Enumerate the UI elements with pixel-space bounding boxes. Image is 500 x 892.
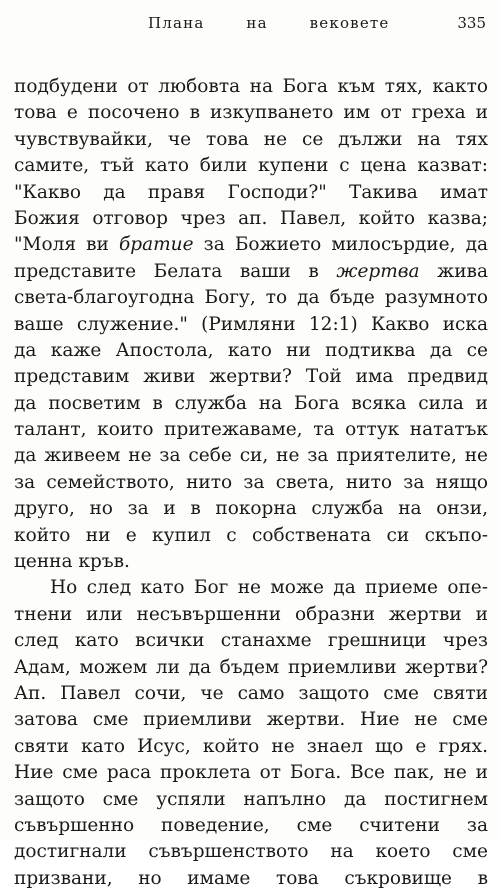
text-line [14, 127, 488, 153]
text-line [14, 443, 488, 469]
text-run: ваше служение." (Римляни 12:1) Какво иска [14, 313, 488, 335]
emphasized-word: братие [118, 234, 194, 256]
text-run: самите, тъй като били купени с цена казват: [14, 155, 488, 177]
text-run: чувствувайки, че това не се дължи на тях [14, 128, 488, 150]
text-line [14, 153, 488, 179]
text-run: Но след като Бог не може да приеме опе- [50, 577, 488, 599]
text-line [14, 787, 488, 813]
text-line [14, 391, 488, 417]
running-title: Плана на вековете [148, 14, 390, 32]
text-line [14, 707, 488, 733]
text-run: който ни е купил с собствената си скъпо- [14, 524, 488, 546]
text-run: защото сме успяли напълно да постигнем [14, 788, 488, 810]
text-line [14, 839, 488, 865]
text-line [14, 470, 488, 496]
text-run: за Божието милосърдие, да [193, 234, 488, 256]
emphasized-word: жертва [336, 260, 420, 282]
text-run: Божия отговор чрез ап. Павел, който казва; [14, 207, 488, 229]
text-line [14, 259, 488, 285]
text-run: след като всички станахме грешници чрез [14, 630, 488, 652]
text-run: подбудени от любовта на Бога към тях, както [14, 76, 488, 97]
text-run: представите Белата ваши в [14, 260, 337, 282]
body-text [14, 74, 488, 892]
text-run: затова сме приемливи жертви. Ние не сме [14, 709, 488, 731]
text-line [14, 74, 488, 100]
text-line [14, 496, 488, 522]
text-line [14, 866, 488, 892]
text-line [14, 232, 488, 258]
text-line [14, 338, 488, 364]
text-run: "Какво да правя Господи?" Такива имат [14, 181, 488, 203]
text-run: съвършенно поведение, сме считени за [14, 814, 488, 836]
text-run: друго, но за и в покорна служба на онзи, [14, 498, 488, 520]
text-line [14, 602, 488, 628]
text-line [14, 100, 488, 126]
text-line [14, 206, 488, 232]
text-line [14, 549, 488, 575]
text-line [14, 655, 488, 681]
text-line [14, 681, 488, 707]
text-line [14, 364, 488, 390]
text-run: призвани, но имаме това съкровище в [14, 867, 488, 889]
text-line [14, 180, 488, 206]
text-run: за семейството, нито за света, нито за нящо [14, 471, 488, 493]
text-line [14, 760, 488, 786]
text-line [14, 312, 488, 338]
text-run: да живеем не за себе си, не за приятелите, не [14, 445, 488, 467]
text-run: талант, които притежаваме, та оттук нататък [14, 419, 488, 441]
text-run: Адам, можем ли да бъдем приемливи жертви? [14, 656, 488, 678]
text-line [14, 575, 488, 601]
text-run: света-благоугодна Богу, то да бъде разумното [14, 287, 488, 309]
running-header [0, 14, 500, 38]
text-run: святи като Исус, който не знаел що е грях. [14, 735, 488, 757]
text-line [14, 285, 488, 311]
text-line [14, 813, 488, 839]
text-run: да каже Апостола, като ни подтиква да се [14, 339, 488, 361]
text-line [14, 417, 488, 443]
text-run: представим живи жертви? Той има предвид [14, 366, 488, 388]
text-run: ценна кръв. [14, 551, 130, 573]
text-run: достигнали съвършенството на което сме [14, 841, 488, 863]
text-run: жива [419, 260, 488, 282]
text-run: "Моля ви [14, 234, 119, 256]
text-run: Ние сме раса проклета от Бога. Все пак, не и [14, 762, 488, 784]
page-number: 335 [457, 14, 486, 32]
text-run: Ап. Павел сочи, че само защото сме святи [14, 682, 488, 704]
text-line [14, 628, 488, 654]
text-run: да посветим в служба на Бога всяка сила и [14, 392, 488, 414]
text-run: това е посочено в изкупването им от греха и [14, 102, 488, 124]
text-line [14, 523, 488, 549]
text-run: тнени или несъвършенни образни жертви и [14, 603, 488, 625]
text-line [14, 734, 488, 760]
